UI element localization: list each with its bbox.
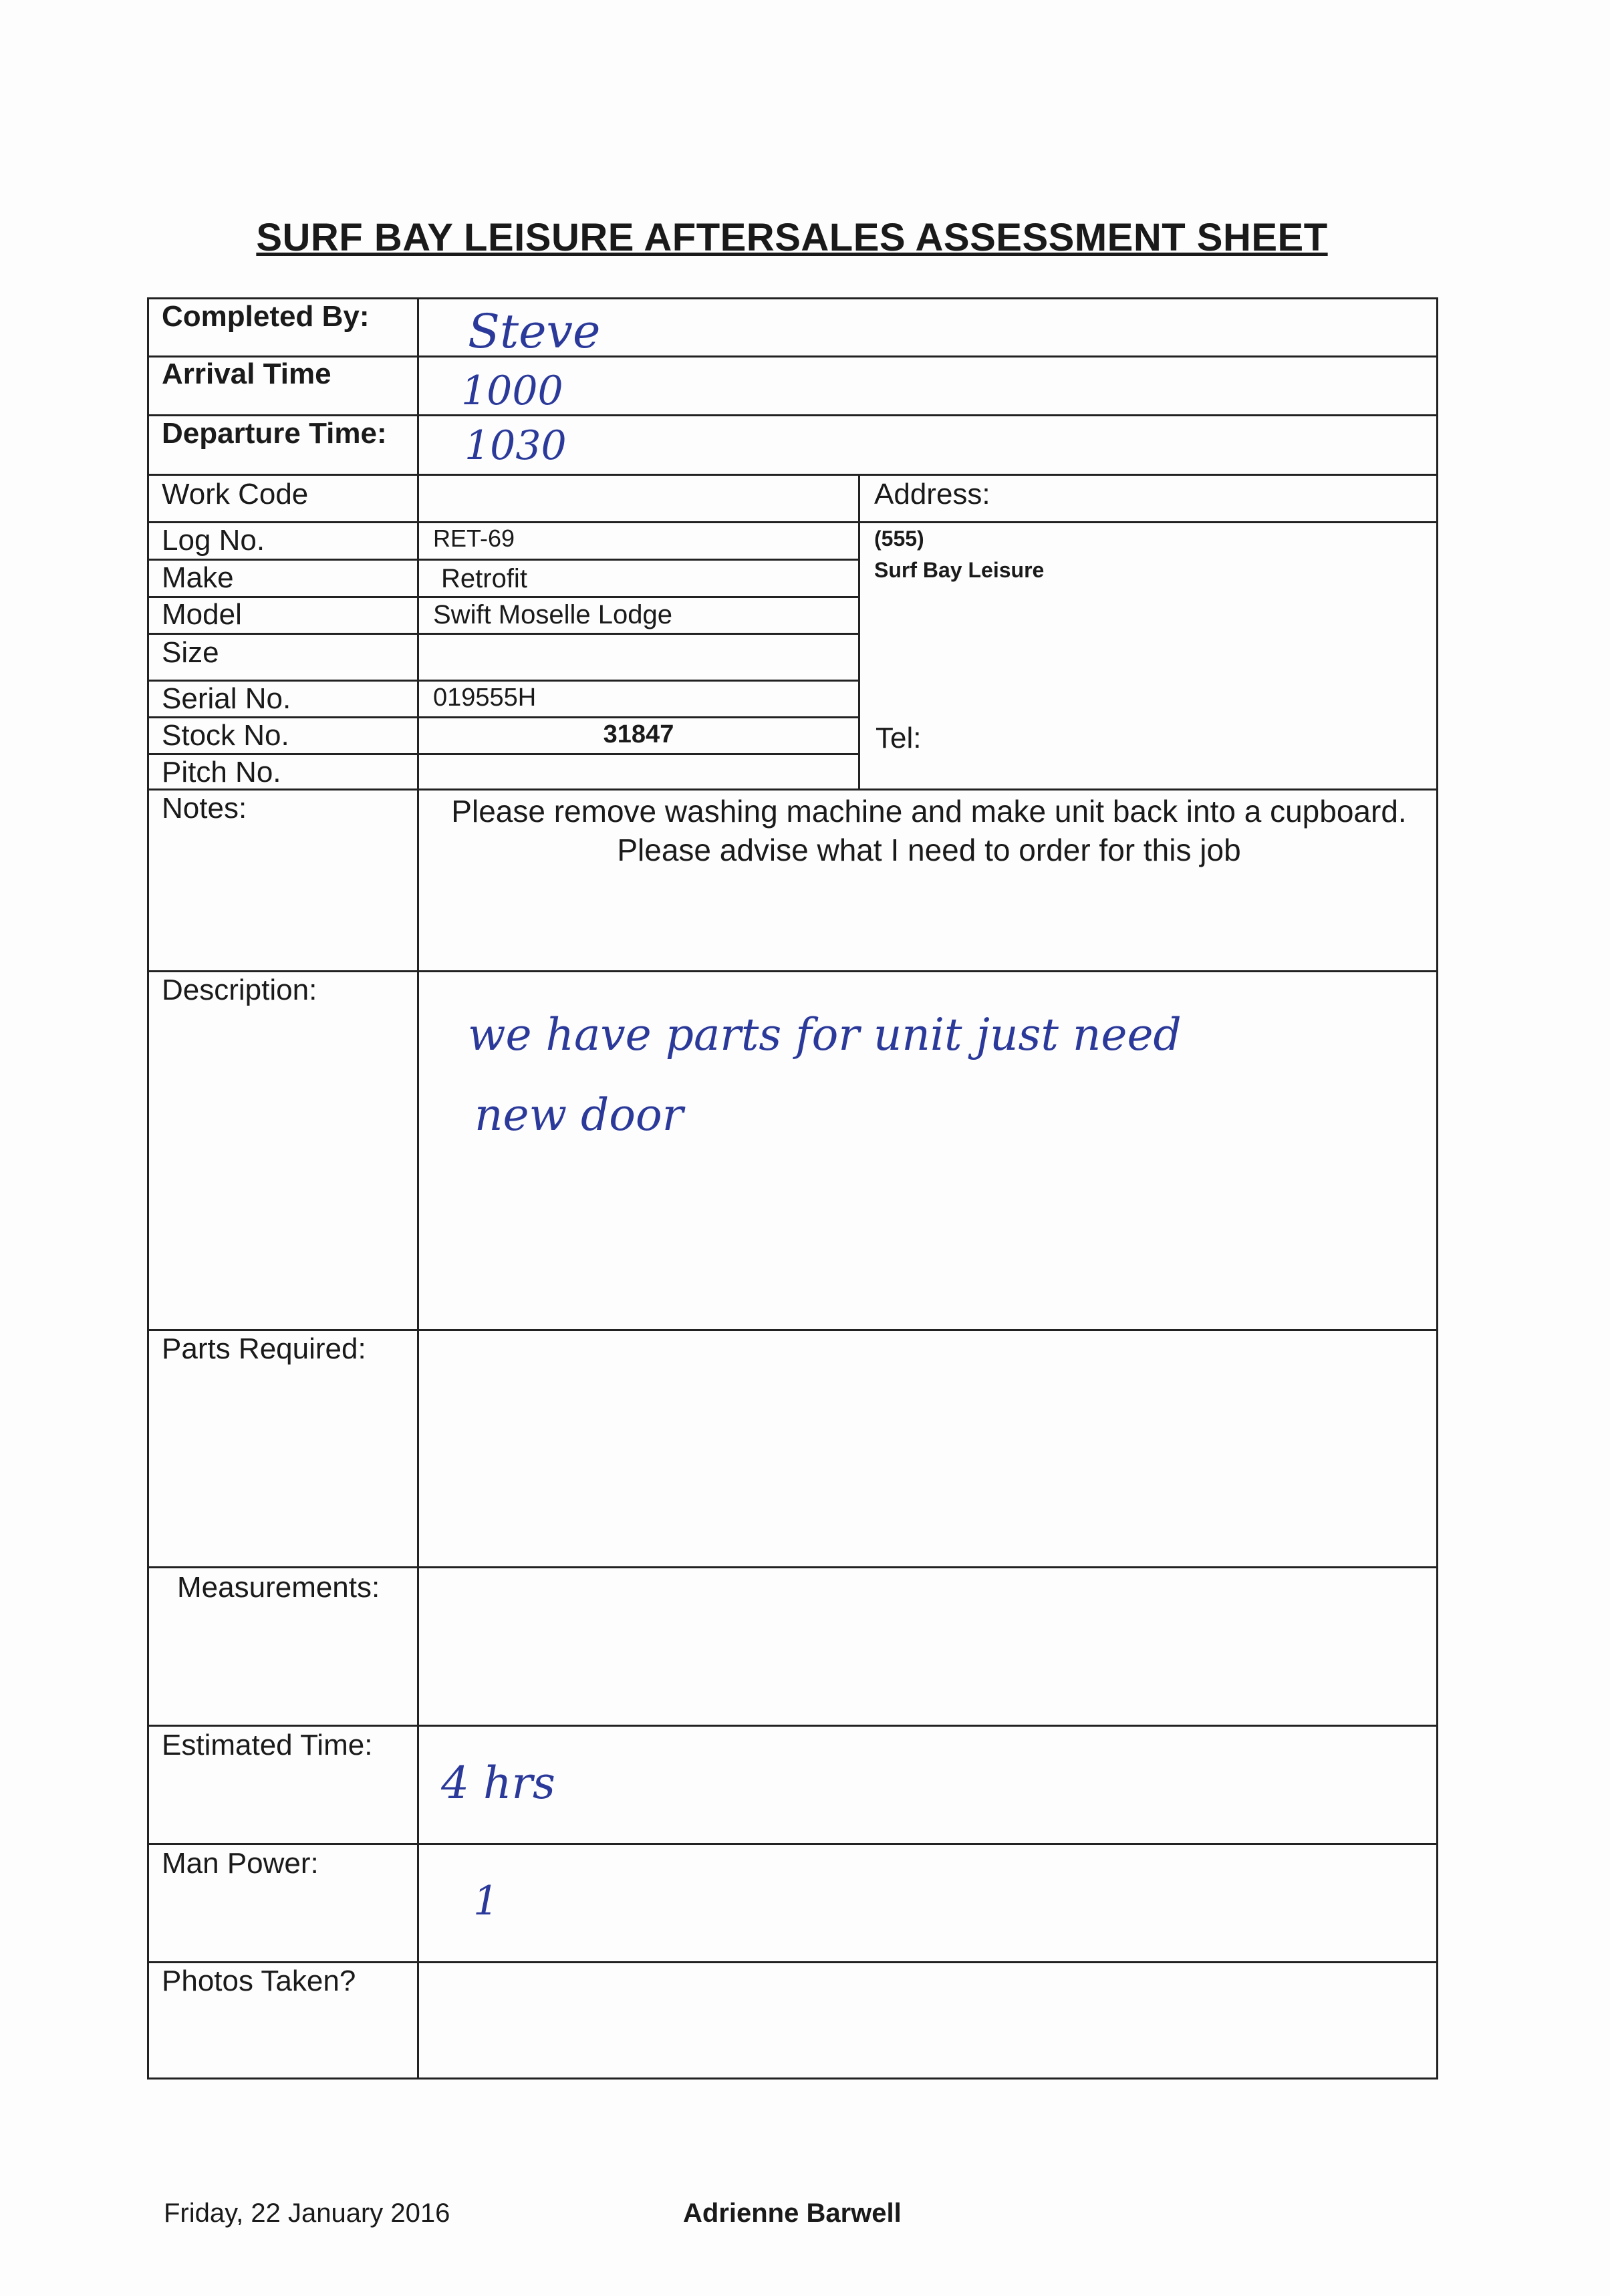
row-divider: [147, 474, 1438, 476]
man-power-value[interactable]: 1: [473, 1878, 499, 1924]
size-label: Size: [162, 636, 219, 669]
table-top-border: [147, 297, 1438, 299]
address-line-1: (555): [874, 527, 924, 551]
completed-by-label: Completed By:: [162, 300, 370, 333]
row-divider: [147, 596, 859, 598]
table-bottom-border: [147, 2077, 1438, 2079]
row-divider: [147, 680, 859, 682]
label-column-divider: [417, 297, 419, 2079]
address-line-2: Surf Bay Leisure: [874, 558, 1045, 582]
row-divider: [147, 788, 1438, 791]
notes-label: Notes:: [162, 792, 247, 825]
man-power-label: Man Power:: [162, 1847, 319, 1880]
table-left-border: [147, 297, 149, 2079]
row-divider: [147, 521, 1438, 523]
row-divider: [147, 1566, 1438, 1568]
notes-value[interactable]: Please remove washing machine and make unit back into a cupboard. Please advise what I need to order for this job: [451, 794, 1407, 867]
make-label: Make: [162, 561, 234, 594]
log-no-value[interactable]: RET-69: [433, 525, 515, 552]
footer-name: Adrienne Barwell: [683, 2198, 902, 2228]
table-right-border: [1436, 297, 1438, 2079]
row-divider: [147, 1329, 1438, 1331]
parts-required-label: Parts Required:: [162, 1332, 366, 1365]
model-value[interactable]: Swift Moselle Lodge: [433, 600, 672, 629]
stock-no-label: Stock No.: [162, 719, 289, 752]
row-divider: [147, 355, 1438, 357]
arrival-time-value[interactable]: 1000: [461, 368, 563, 414]
estimated-time-label: Estimated Time:: [162, 1729, 373, 1761]
address-label: Address:: [874, 478, 990, 511]
completed-by-value[interactable]: Steve: [468, 304, 601, 359]
serial-no-value[interactable]: 019555H: [433, 684, 537, 712]
row-divider: [147, 1843, 1438, 1845]
sheet-title: SURF BAY LEISURE AFTERSALES ASSESSMENT SHEET: [256, 216, 1328, 259]
row-divider: [147, 1961, 1438, 1963]
model-label: Model: [162, 598, 242, 631]
departure-time-label: Departure Time:: [162, 417, 387, 450]
measurements-label: Measurements:: [177, 1571, 380, 1604]
photos-taken-label: Photos Taken?: [162, 1965, 356, 1997]
work-code-label: Work Code: [162, 478, 309, 511]
row-divider: [147, 414, 1438, 416]
row-divider: [147, 716, 859, 718]
footer-date: Friday, 22 January 2016: [164, 2198, 450, 2228]
serial-no-label: Serial No.: [162, 682, 291, 715]
row-divider: [147, 1725, 1438, 1727]
stock-no-value[interactable]: 31847: [603, 720, 674, 748]
pitch-no-label: Pitch No.: [162, 756, 281, 788]
description-line-1[interactable]: we have parts for unit just need: [468, 1009, 1182, 1060]
estimated-time-value[interactable]: 4 hrs: [441, 1757, 555, 1809]
make-value[interactable]: Retrofit: [441, 564, 527, 593]
departure-time-value[interactable]: 1030: [464, 422, 567, 469]
description-line-2[interactable]: new door: [475, 1089, 684, 1141]
tel-label: Tel:: [876, 722, 922, 754]
arrival-time-label: Arrival Time: [162, 357, 331, 390]
row-divider: [147, 633, 859, 635]
row-divider: [147, 753, 859, 755]
row-divider: [147, 559, 859, 561]
row-divider: [147, 970, 1438, 972]
description-label: Description:: [162, 974, 317, 1006]
log-no-label: Log No.: [162, 524, 265, 557]
